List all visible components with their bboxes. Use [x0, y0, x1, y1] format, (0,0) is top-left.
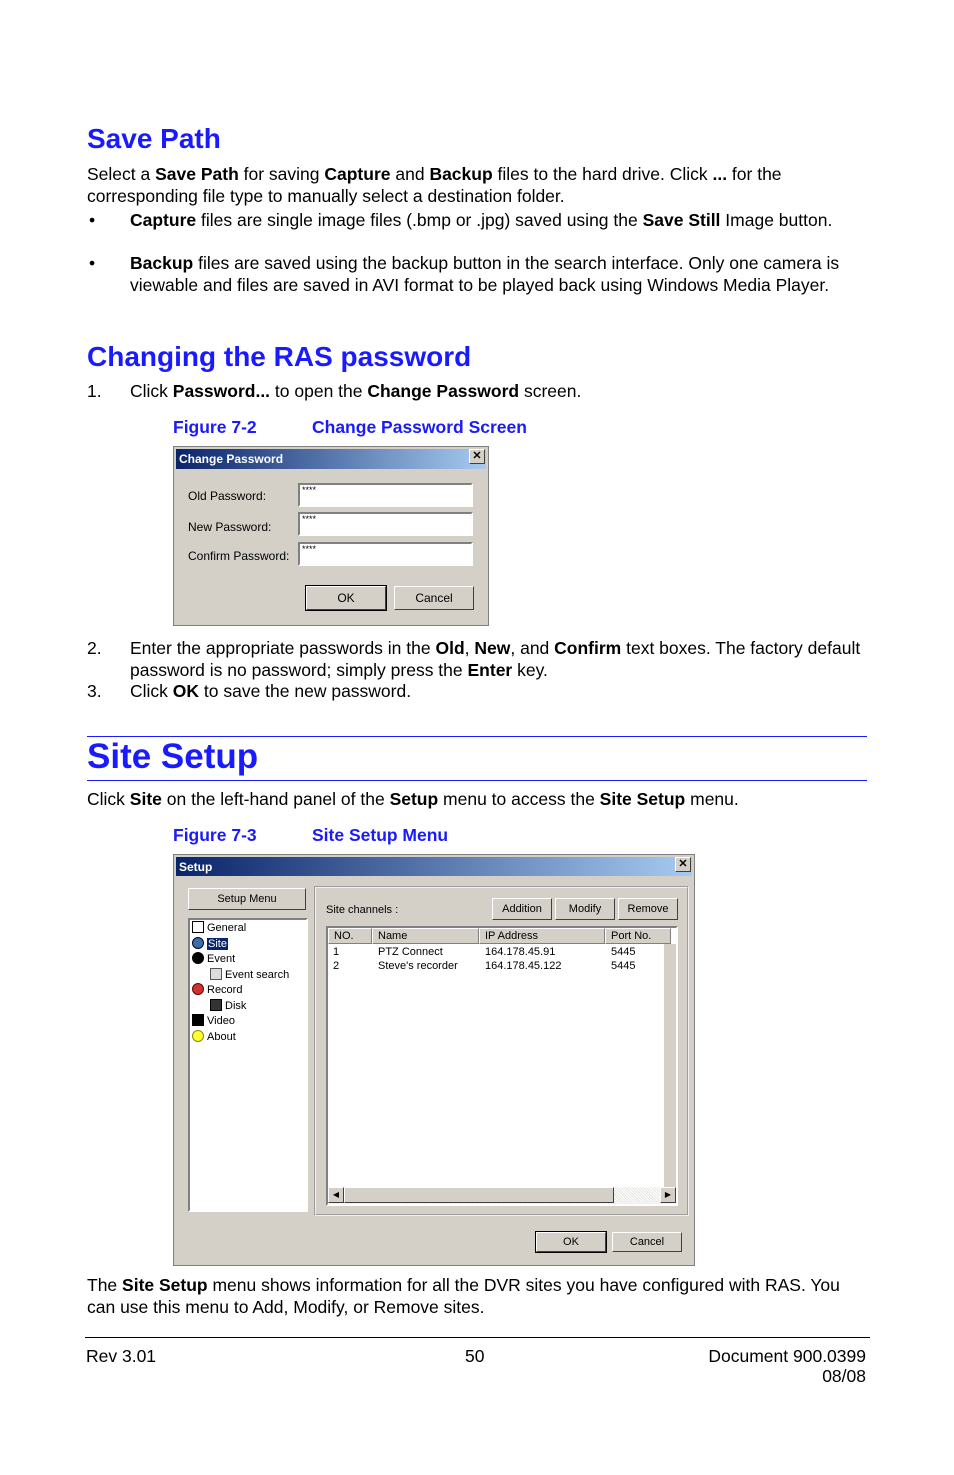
ras-heading: Changing the RAS password [87, 341, 472, 372]
step-3-text: Click OK to save the new password. [130, 681, 412, 701]
save-path-heading: Save Path [87, 123, 221, 154]
tree-item-label: Event [207, 953, 236, 965]
footer-document-number: Document 900.0399 [708, 1346, 866, 1366]
event-search-icon [210, 968, 222, 980]
close-icon[interactable]: ✕ [675, 857, 691, 872]
tree-item-about[interactable] [192, 1030, 236, 1044]
column-header-port[interactable]: Port No. [605, 928, 671, 944]
confirm-password-field[interactable]: **** [298, 542, 473, 566]
setup-cancel-button[interactable]: Cancel [612, 1232, 682, 1252]
setup-tree [188, 918, 308, 1212]
site-icon [192, 937, 204, 949]
setup-ok-button[interactable]: OK [536, 1232, 606, 1252]
modify-button[interactable]: Modify [555, 898, 615, 920]
addition-button[interactable]: Addition [492, 898, 552, 920]
table-cell[interactable]: 5445 [611, 960, 636, 972]
tree-item-video[interactable] [192, 1014, 235, 1028]
cancel-button[interactable]: Cancel [394, 586, 474, 610]
column-header-ip[interactable]: IP Address [479, 928, 605, 944]
new-password-label: New Password: [188, 520, 272, 534]
footer-revision: Rev 3.01 [86, 1346, 157, 1366]
site-setup-bottom-rule [87, 780, 867, 781]
table-cell[interactable]: PTZ Connect [378, 946, 443, 958]
site-setup-closing-paragraph: The Site Setup menu shows information for all the DVR sites you have configured with RAS. You can use this menu to Add, Modify, or Remove sites. [87, 1275, 840, 1317]
site-setup-heading: Site Setup [87, 737, 259, 776]
bullet-backup: • Backup files are saved using the backup button in the search interface. Only one camera is viewable and files are saved in AVI format to be played back using Windows Media Player. [87, 252, 867, 318]
table-cell[interactable]: 164.178.45.122 [485, 960, 562, 972]
old-password-field[interactable]: **** [298, 483, 473, 507]
setup-menu-button[interactable]: Setup Menu [188, 888, 306, 910]
old-password-label: Old Password: [188, 489, 267, 503]
step-3: 3. Click OK to save the new password. [87, 680, 867, 702]
figure-7-3-title: Site Setup Menu [312, 825, 449, 845]
video-icon [192, 1014, 204, 1026]
bullet-capture: • Capture files are single image files (.bmp or .jpg) saved using the Save Still Image button. [87, 209, 867, 253]
figure-7-3-number: Figure 7-3 [173, 825, 257, 845]
footer-rule [85, 1337, 870, 1338]
about-icon [192, 1030, 204, 1042]
save-path-paragraph: Select a Save Path for saving Capture and Backup files to the hard drive. Click ... for the corresponding file type to manually select a destination folder. [87, 164, 782, 206]
new-password-field[interactable]: **** [298, 512, 473, 536]
scroll-thumb[interactable] [344, 1187, 614, 1203]
tree-item-event[interactable] [192, 952, 235, 966]
record-icon [192, 983, 204, 995]
step-1-text: Click Password... to open the Change Password screen. [130, 381, 582, 401]
site-list[interactable] [326, 926, 678, 1206]
tree-item-label: General [207, 922, 247, 934]
scroll-right-icon[interactable]: ▶ [660, 1187, 676, 1203]
tree-item-record[interactable] [192, 983, 242, 997]
step-2-text: Enter the appropriate passwords in the Old, New, and Confirm text boxes. The factory default password is no password; simply press the Enter key. [130, 638, 861, 680]
tree-item-site[interactable] [192, 937, 228, 951]
tree-item-label: Event search [225, 968, 290, 981]
table-cell[interactable]: 5445 [611, 946, 636, 958]
setup-titlebar [176, 857, 692, 876]
table-cell[interactable]: Steve's recorder [378, 960, 458, 972]
column-header-no[interactable]: NO. [328, 928, 372, 944]
event-icon [192, 952, 204, 964]
tree-item-label: Disk [225, 999, 247, 1012]
bullet-capture-text: Capture files are single image files (.bmp or .jpg) saved using the Save Still Image button. [130, 210, 833, 230]
footer-page-number: 50 [465, 1346, 485, 1366]
figure-7-2-number: Figure 7-2 [173, 417, 257, 437]
confirm-password-label: Confirm Password: [188, 549, 290, 563]
setup-dialog [173, 854, 695, 1266]
table-cell[interactable]: 2 [333, 960, 340, 972]
remove-button[interactable]: Remove [618, 898, 678, 920]
tree-item-general[interactable] [192, 921, 246, 935]
change-password-title: Change Password [179, 452, 284, 466]
footer-document [708, 1346, 866, 1386]
change-password-titlebar [176, 449, 486, 469]
column-header-name[interactable]: Name [372, 928, 479, 944]
footer-date: 08/08 [822, 1366, 866, 1386]
setup-title: Setup [179, 860, 213, 874]
vertical-scrollbar[interactable] [664, 944, 676, 1188]
figure-7-2-title: Change Password Screen [312, 417, 527, 437]
scroll-left-icon[interactable]: ◀ [328, 1187, 344, 1203]
general-icon [192, 921, 204, 933]
tree-item-label: Video [207, 1015, 235, 1027]
change-password-dialog [173, 446, 489, 626]
step-1: 1. Click Password... to open the Change Password screen. [87, 380, 867, 402]
table-cell[interactable]: 1 [333, 946, 340, 958]
disk-icon [210, 999, 222, 1011]
tree-item-label: Record [207, 984, 243, 996]
ok-button[interactable]: OK [306, 586, 386, 610]
tree-item-label: Site [208, 937, 227, 950]
site-channels-label: Site channels : [326, 904, 399, 916]
horizontal-scrollbar[interactable] [328, 1187, 676, 1204]
table-cell[interactable]: 164.178.45.91 [485, 946, 556, 958]
step-2: 2. Enter the appropriate passwords in the Old, New, and Confirm text boxes. The factory default password is no password; simply press the Enter key. [87, 637, 867, 681]
tree-item-label: About [207, 1030, 236, 1043]
close-icon[interactable]: ✕ [469, 449, 485, 464]
bullet-backup-text: Backup files are saved using the backup button in the search interface. Only one camera is viewable and files are saved in AVI format to be played back using Windows Media Player. [130, 253, 840, 295]
site-setup-paragraph: Click Site on the left-hand panel of the Setup menu to access the Site Setup menu. [87, 789, 739, 809]
tree-item-disk[interactable] [210, 999, 246, 1013]
tree-item-event-search[interactable] [210, 968, 289, 982]
